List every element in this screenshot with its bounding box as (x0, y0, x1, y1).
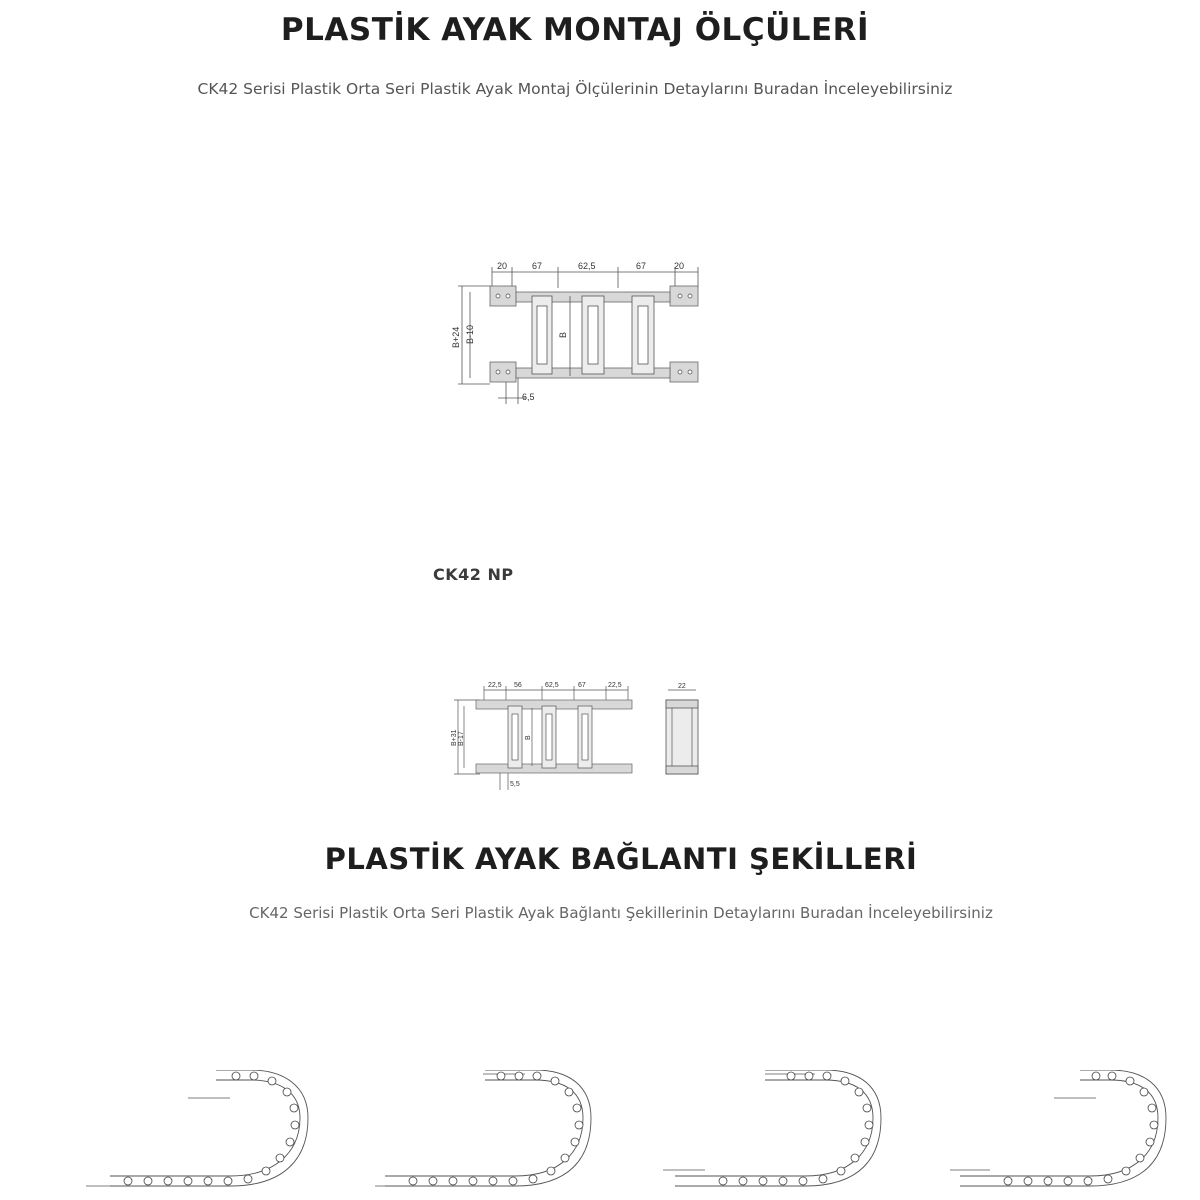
section-subtitle-connection: CK42 Serisi Plastik Orta Seri Plastik Ayak Bağlantı Şekillerinin Detaylarını Buradan İnceleyebilirsiniz (249, 904, 993, 922)
section-subtitle-mounting: CK42 Serisi Plastik Orta Seri Plastik Ayak Montaj Ölçülerinin Detaylarını Buradan İnceleyebilirsiniz (197, 80, 953, 98)
drawing1-top-dim-5: 20 (674, 261, 685, 271)
drawing2-top-dim-4: 67 (578, 682, 586, 689)
drawing1-top-dim-2: 67 (532, 261, 543, 271)
drawing1-top-dim-3: 62,5 (578, 261, 596, 271)
drawing2-top-dim-1: 22,5 (488, 682, 502, 689)
connection-diagram-1 (80, 1070, 320, 1200)
drawing2-side-dim-1: B+31 (451, 729, 458, 746)
drawing2-top-dim-3: 62,5 (545, 682, 559, 689)
drawing1-bottom-dim: 6,5 (522, 392, 535, 402)
model-caption: CK42 NP (433, 565, 514, 584)
drawing2-dim-b: B (525, 735, 532, 740)
drawing2-top-dim-2: 56 (514, 682, 522, 689)
drawing1-side-dim-1: B+24 (451, 326, 461, 348)
connection-diagram-2 (365, 1070, 605, 1200)
drawing2-top-dim-5: 22,5 (608, 682, 622, 689)
drawing1-top-dim-1: 20 (497, 261, 508, 271)
drawing2-side-dim-2: B-17 (458, 731, 465, 746)
mounting-drawing-1 (448, 258, 710, 408)
drawing1-dim-b: B (558, 331, 568, 338)
connection-diagram-4 (940, 1070, 1180, 1200)
connection-diagram-3 (655, 1070, 895, 1200)
drawing2-side-view-dim: 22 (678, 683, 686, 690)
section-title-mounting: PLASTİK AYAK MONTAJ ÖLÇÜLERİ (280, 12, 870, 48)
drawing1-side-dim-2: B-10 (465, 324, 475, 344)
mounting-drawing-2 (450, 678, 715, 792)
drawing2-bottom-dim: 5,5 (510, 781, 520, 788)
section-title-connection: PLASTİK AYAK BAĞLANTI ŞEKİLLERİ (324, 842, 918, 876)
drawing1-top-dim-4: 67 (636, 261, 647, 271)
